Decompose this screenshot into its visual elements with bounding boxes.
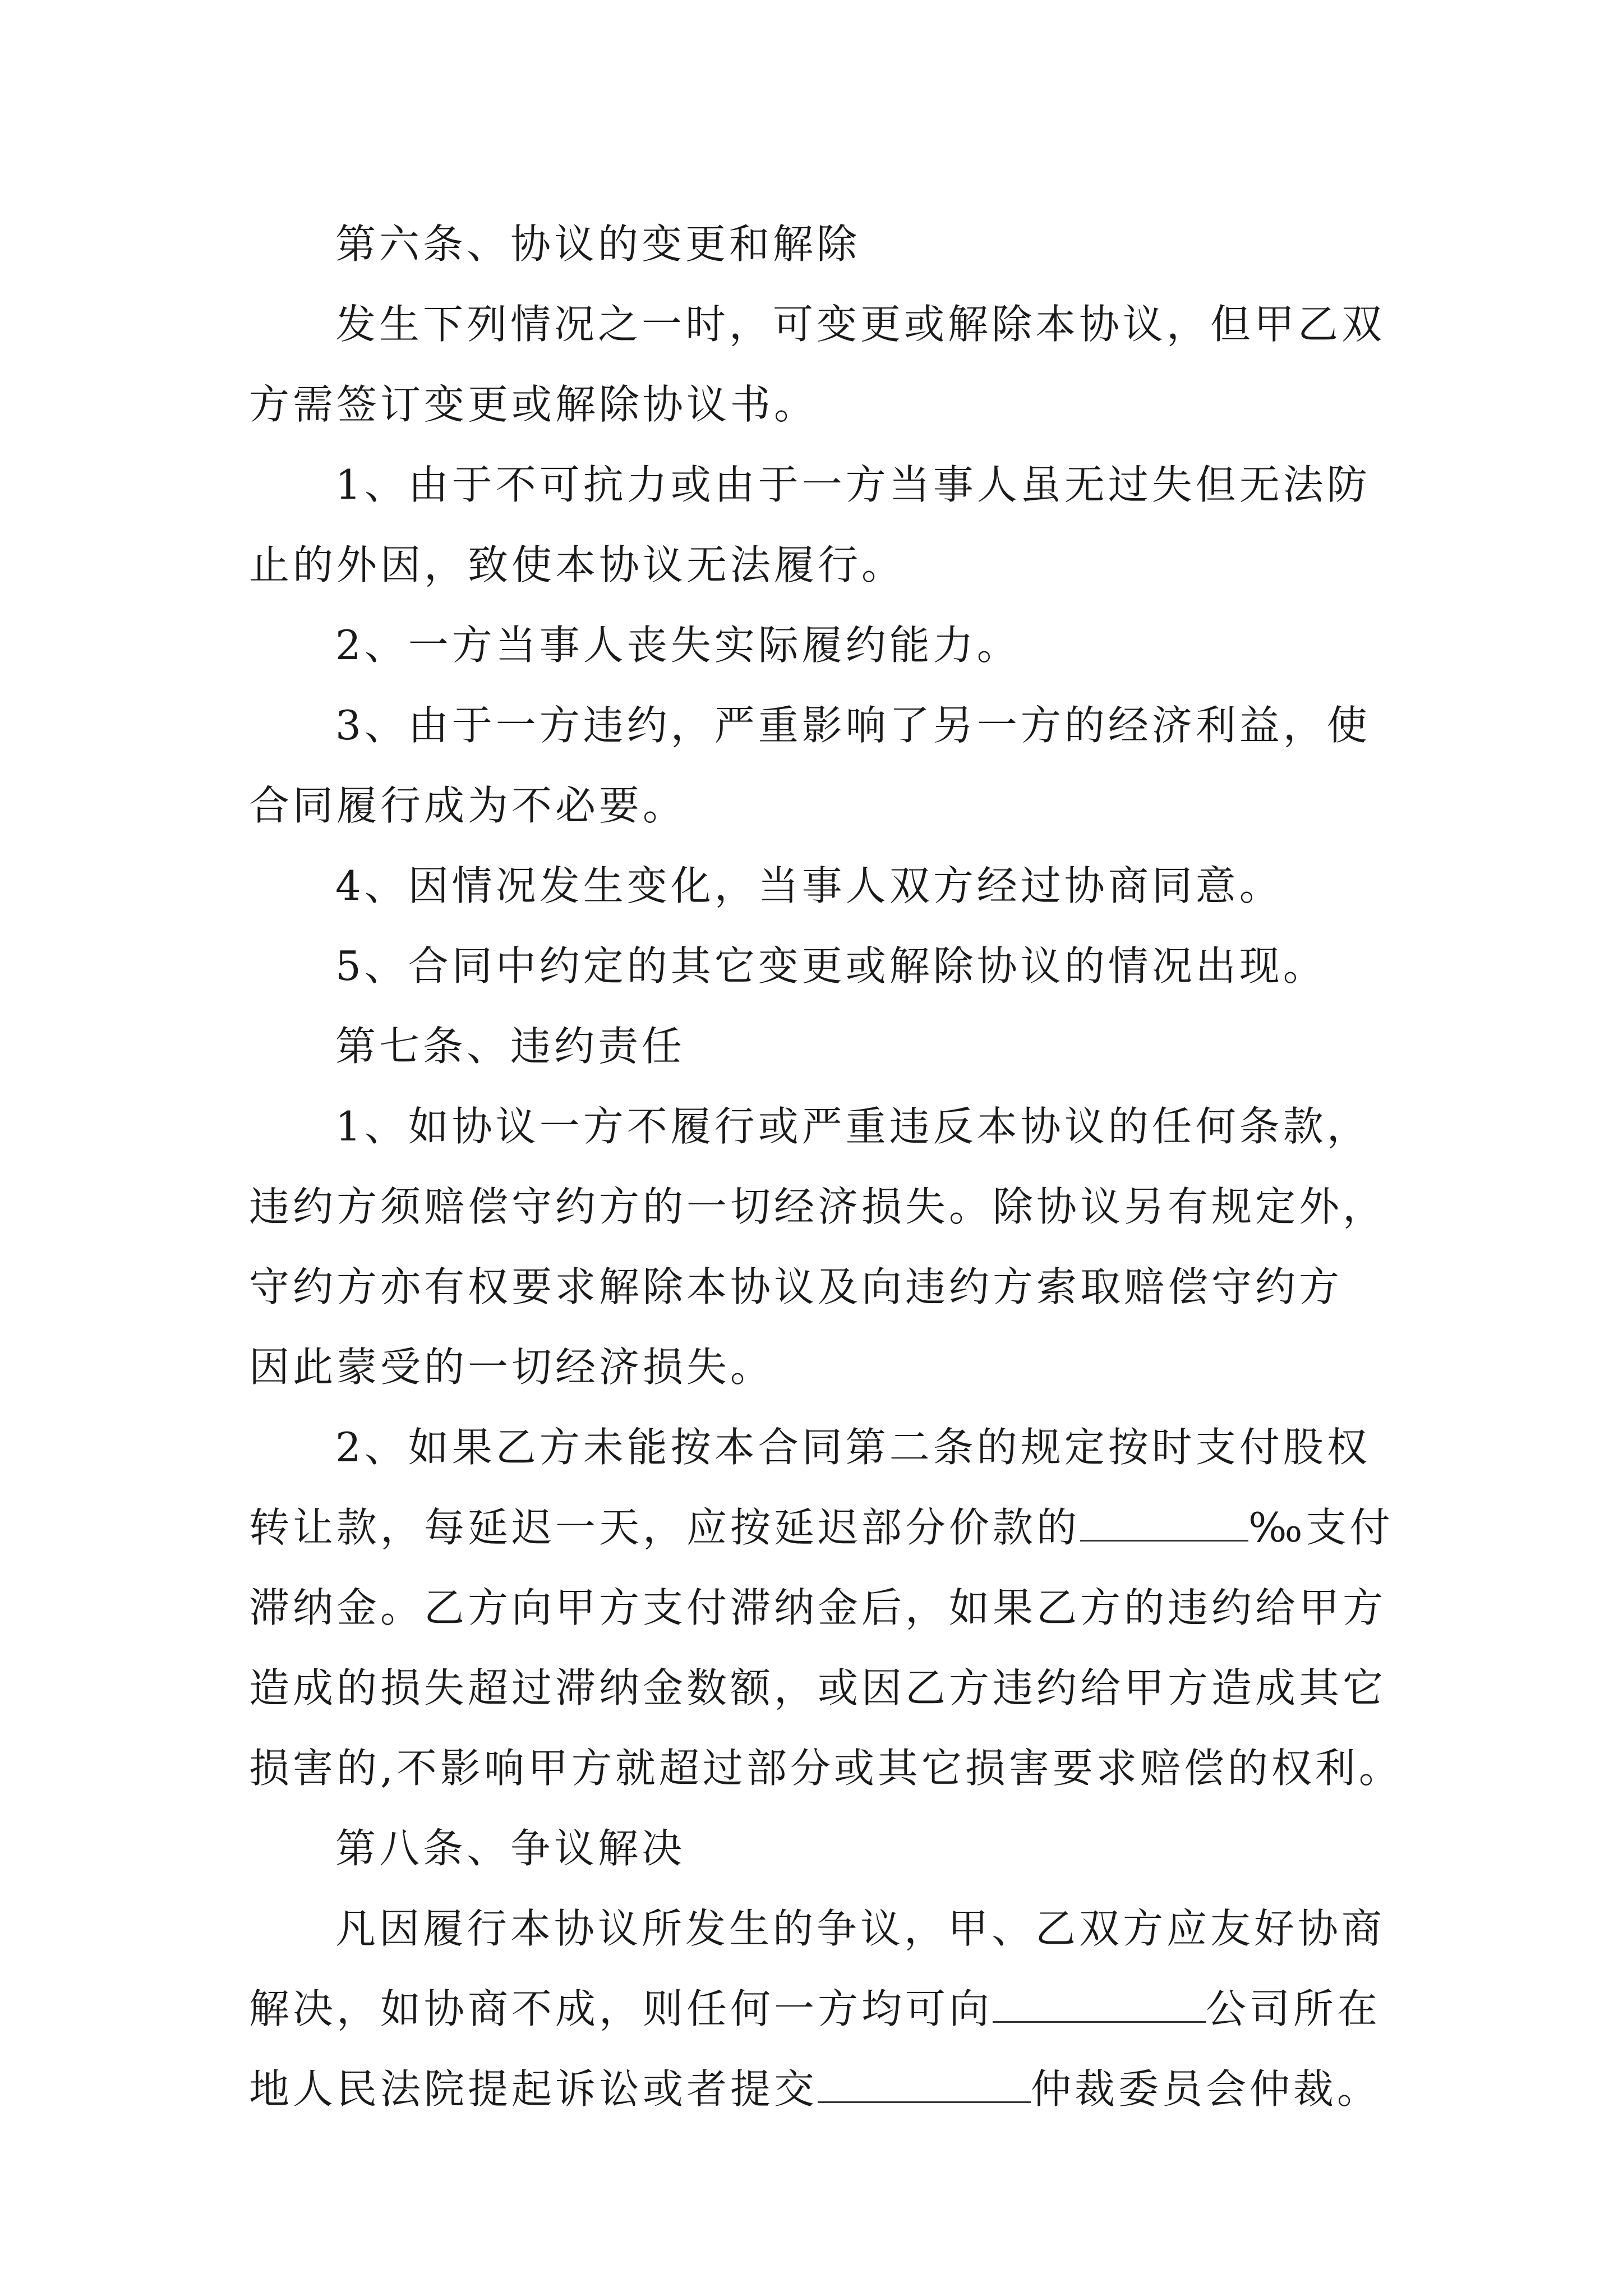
article-7-item-1-line-1: 1、如协议一方不履行或严重违反本协议的任何条款， (335, 1103, 1371, 1150)
article-6-item-2: 2、一方当事人丧失实际履约能力。 (335, 622, 1021, 669)
article-6-intro-line-1: 发生下列情况之一时，可变更或解除本协议，但甲乙双 (335, 301, 1386, 348)
article-7-item-1-line-3: 守约方亦有权要求解除本协议及向违约方索取赔偿守约方 (249, 1263, 1343, 1310)
article-8-body-line-3 (249, 2049, 1393, 2129)
company-name-blank[interactable] (993, 1982, 1206, 2023)
article-7-item-2-line-1: 2、如果乙方未能按本合同第二条的规定按时支付股权 (335, 1424, 1371, 1471)
article-7-item-1-line-4: 因此蒙受的一切经济损失。 (249, 1343, 774, 1391)
article-7-item-2-line-4: 造成的损失超过滞纳金数额，或因乙方违约给甲方造成其它 (249, 1664, 1387, 1711)
article-7-item-2-line-2-start: 转让款，每延迟一天，应按延迟部分价款的 (249, 1504, 1081, 1551)
article-7-item-2-line-3: 滞纳金。乙方向甲方支付滞纳金后，如果乙方的违约给甲方 (249, 1584, 1387, 1631)
article-6-item-1-line-2: 止的外因，致使本协议无法履行。 (249, 541, 906, 588)
article-8-body-line-3-start: 地人民法院提起诉讼或者提交 (249, 2065, 818, 2113)
article-6-item-5: 5、合同中约定的其它变更或解除协议的情况出现。 (335, 942, 1327, 990)
article-8-body-line-1: 凡因履行本协议所发生的争议，甲、乙双方应友好协商 (335, 1905, 1386, 1952)
article-7-item-2-line-5: 损害的,不影响甲方就超过部分或其它损害要求赔偿的权利。 (249, 1745, 1403, 1792)
article-6-item-1-line-1: 1、由于不可抗力或由于一方当事人虽无过失但无法防 (335, 461, 1371, 508)
document-body (249, 204, 1403, 2129)
article-7-item-2-line-2 (249, 1488, 1393, 1568)
article-7-item-1-line-2: 违约方须赔偿守约方的一切经济损失。除协议另有规定外， (249, 1183, 1387, 1230)
article-7-item-2-line-2-end: ‰支付 (1248, 1504, 1394, 1551)
article-8-body-line-3-end: 仲裁委员会仲裁。 (1031, 2065, 1381, 2113)
late-fee-rate-blank[interactable] (1080, 1501, 1248, 1542)
article-8-title: 第八条、争议解决 (335, 1825, 686, 1872)
article-8-body-line-2-start: 解决，如协商不成，则任何一方均可向 (249, 1985, 993, 2032)
article-7-title: 第七条、违约责任 (335, 1023, 686, 1070)
arbitration-committee-blank[interactable] (818, 2062, 1031, 2103)
article-6-intro-line-2: 方需签订变更或解除协议书。 (249, 381, 818, 428)
article-8-body-line-2 (249, 1969, 1393, 2049)
article-6-item-3-line-2: 合同履行成为不必要。 (249, 782, 687, 829)
article-6-item-3-line-1: 3、由于一方违约，严重影响了另一方的经济利益，使 (335, 702, 1371, 749)
article-6-item-4: 4、因情况发生变化，当事人双方经过协商同意。 (335, 862, 1283, 909)
article-6-title: 第六条、协议的变更和解除 (335, 220, 861, 268)
article-8-body-line-2-end: 公司所在 (1206, 1985, 1381, 2032)
